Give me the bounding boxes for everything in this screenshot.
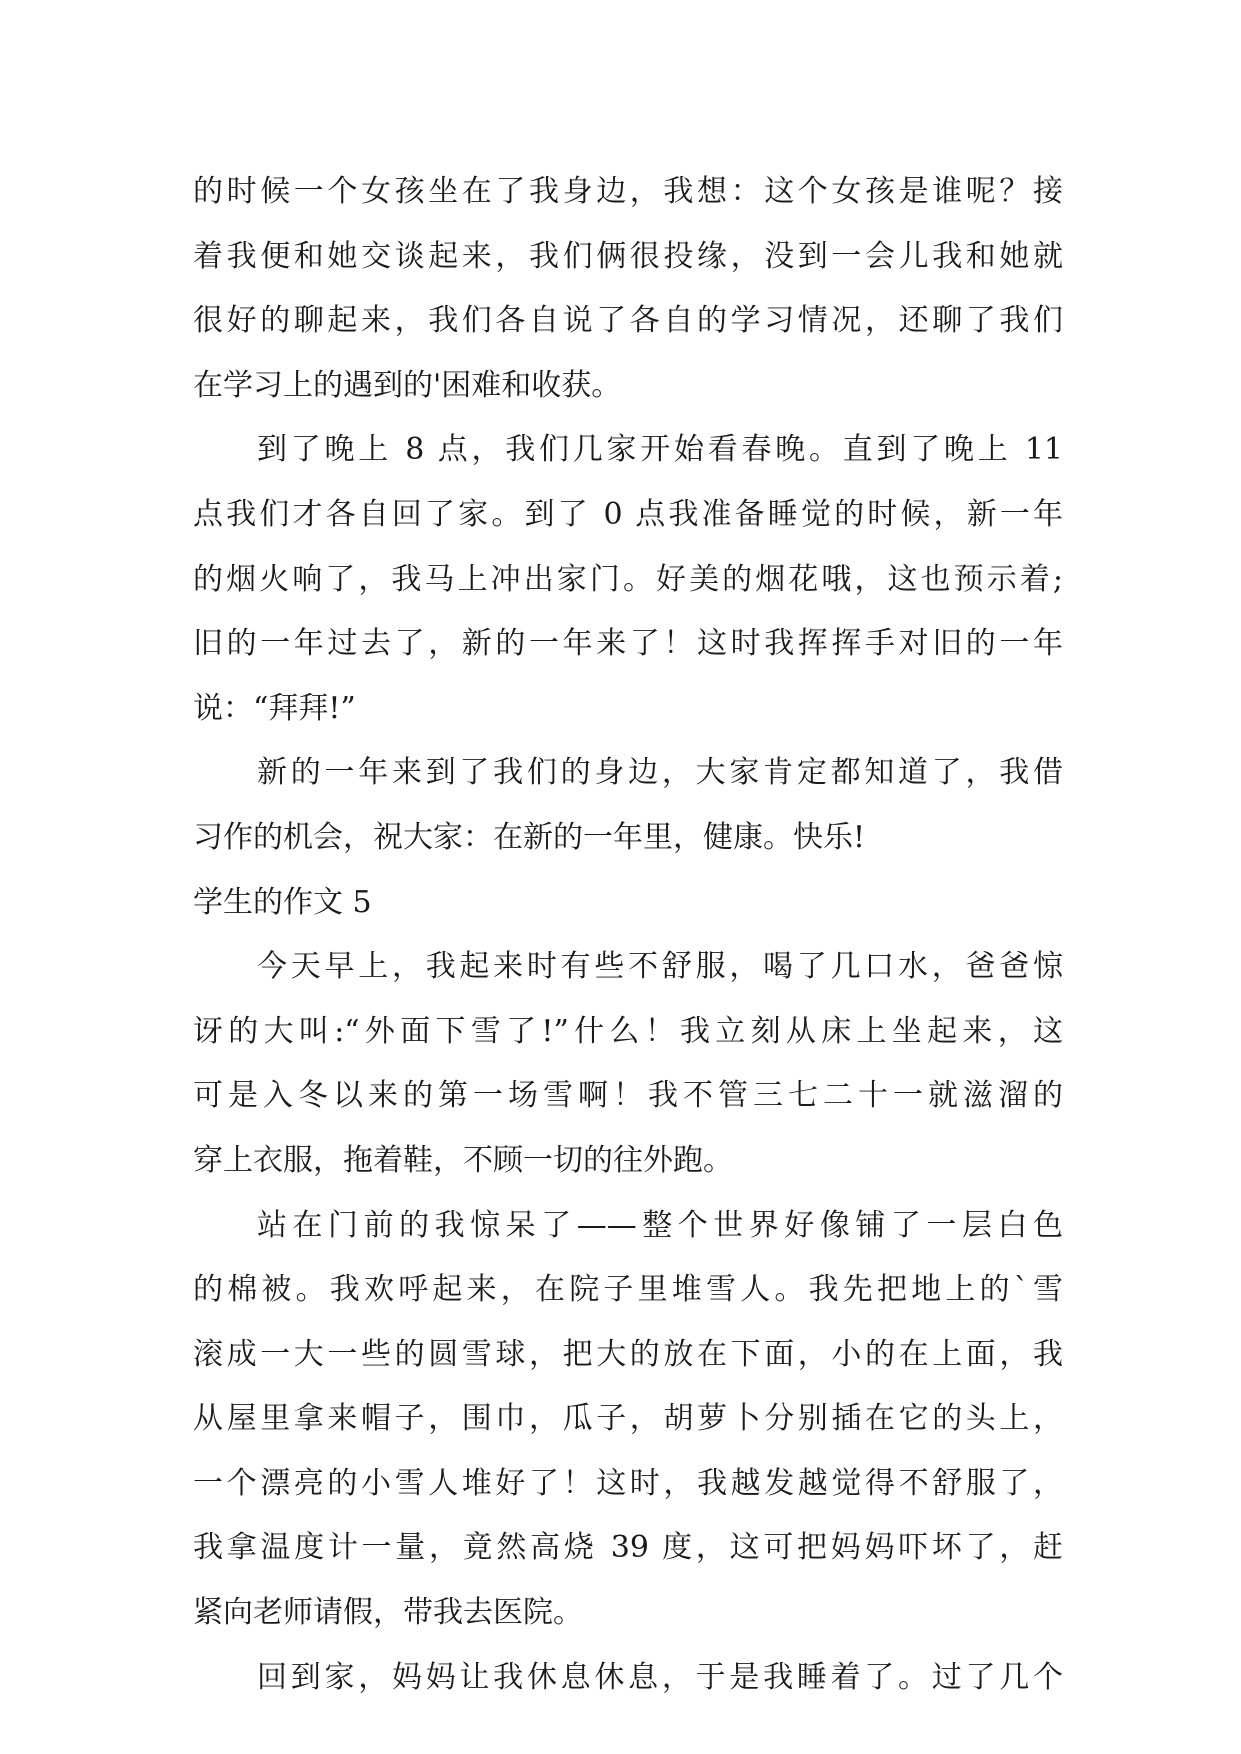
text-line: 可是入冬以来的第一场雪啊！我不管三七二十一就滋溜的 (193, 1078, 1063, 1114)
text-line: 到了晚上 8 点，我们几家开始看春晚。直到了晚上 11 (257, 432, 1063, 468)
text-line: 习作的机会，祝大家：在新的一年里，健康。快乐! (193, 819, 866, 855)
paragraph (193, 935, 1063, 1193)
text-line: 的时候一个女孩坐在了我身边，我想：这个女孩是谁呢？接 (193, 174, 1063, 209)
text-line: 在学习上的遇到的'困难和收获。 (193, 367, 622, 403)
text-line: 从屋里拿来帽子，围巾，瓜子，胡萝卜分别插在它的头上， (193, 1401, 1063, 1437)
text-line: 的烟火响了，我马上冲出家门。好美的烟花哦，这也预示着; (193, 561, 1063, 597)
text-line: 新的一年来到了我们的身边，大家肯定都知道了，我借 (257, 755, 1063, 791)
paragraph (193, 418, 1063, 741)
paragraph (193, 1646, 1063, 1711)
document-body (193, 160, 1063, 1710)
text-line: 旧的一年过去了，新的一年来了！这时我挥挥手对旧的一年 (193, 626, 1063, 662)
text-line: 我拿温度计一量，竟然高烧 39 度，这可把妈妈吓坏了，赶 (193, 1530, 1063, 1566)
paragraph (193, 160, 1063, 418)
paragraph (193, 1194, 1063, 1646)
text-line: 很好的聊起来，我们各自说了各自的学习情况，还聊了我们 (193, 303, 1063, 339)
text-line: 回到家，妈妈让我休息休息，于是我睡着了。过了几个 (257, 1659, 1063, 1695)
text-line: 的棉被。我欢呼起来，在院子里堆雪人。我先把地上的`雪 (193, 1272, 1063, 1308)
text-line: 紧向老师请假，带我去医院。 (193, 1595, 583, 1631)
text-line: 一个漂亮的小雪人堆好了！这时，我越发越觉得不舒服了， (193, 1465, 1063, 1501)
text-line: 着我便和她交谈起来，我们俩很投缘，没到一会儿我和她就 (193, 238, 1063, 274)
text-line: 今天早上，我起来时有些不舒服，喝了几口水，爸爸惊 (257, 949, 1063, 985)
text-line: 讶的大叫:“外面下雪了!”什么！我立刻从床上坐起来，这 (193, 1013, 1063, 1049)
text-line: 说：“拜拜!” (193, 690, 356, 726)
paragraph (193, 741, 1063, 870)
section-heading: 学生的作文 5 (193, 884, 372, 920)
text-line: 点我们才各自回了家。到了 0 点我准备睡觉的时候，新一年 (193, 496, 1063, 532)
text-line: 滚成一大一些的圆雪球，把大的放在下面，小的在上面，我 (193, 1336, 1063, 1372)
text-line: 站在门前的我惊呆了——整个世界好像铺了一层白色 (257, 1207, 1063, 1243)
text-line: 穿上衣服，拖着鞋，不顾一切的往外跑。 (193, 1142, 733, 1178)
